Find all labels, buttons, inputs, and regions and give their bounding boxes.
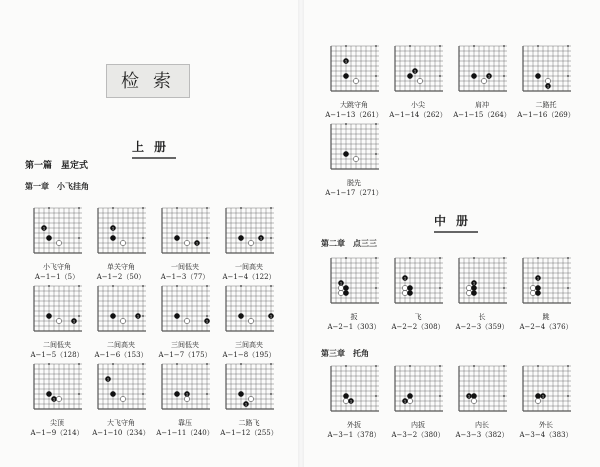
diagram-code: A−1−17（271） <box>325 189 383 197</box>
diagram-name: 小飞守角 <box>43 263 71 271</box>
diagram-name: 三间低夹 <box>171 341 199 349</box>
go-board <box>32 206 82 256</box>
diagram-item <box>90 284 152 360</box>
black-stone <box>471 285 476 290</box>
chapter-heading-2: 第二章 点三三 <box>321 238 377 248</box>
svg-text:1: 1 <box>403 276 407 281</box>
svg-text:1: 1 <box>42 226 46 231</box>
black-stone <box>535 285 540 290</box>
diagram-name: 一间高夹 <box>235 263 263 271</box>
diagram-name: 肩冲 <box>475 101 489 109</box>
black-stone <box>471 73 476 78</box>
white-stone <box>407 398 412 403</box>
diagram-item <box>218 362 280 438</box>
diagram-item <box>218 284 280 360</box>
diagram-code: A−1−7（175） <box>158 351 212 359</box>
go-board <box>160 284 210 334</box>
diagram-item <box>323 122 385 198</box>
diagram-name: 扳 <box>350 313 358 321</box>
svg-text:1: 1 <box>195 241 199 246</box>
white-stone <box>545 78 550 83</box>
diagram-name: 单关守角 <box>107 263 135 271</box>
go-board <box>32 362 82 412</box>
diagram-code: A−2−1（303） <box>327 323 381 331</box>
diagram-code: A−1−6（153） <box>94 351 148 359</box>
svg-text:1: 1 <box>349 399 353 404</box>
svg-text:1: 1 <box>546 84 550 89</box>
index-title: 检索 <box>106 64 190 98</box>
diagram-name: 长 <box>478 313 486 321</box>
go-board <box>329 256 379 306</box>
diagram-code: A−3−1（378） <box>327 431 381 439</box>
go-board <box>457 364 507 414</box>
svg-text:1: 1 <box>52 397 56 402</box>
chapter-heading-3: 第三章 托角 <box>321 348 369 358</box>
go-board <box>521 44 571 94</box>
diagram-name: 跳 <box>542 313 550 321</box>
go-board <box>393 364 443 414</box>
diagram-code: A−3−2（380） <box>391 431 445 439</box>
svg-text:1: 1 <box>205 319 209 324</box>
white-stone <box>338 285 343 290</box>
white-stone <box>402 285 407 290</box>
svg-text:1: 1 <box>536 276 540 281</box>
diagram-item <box>26 362 88 438</box>
black-stone <box>110 313 115 318</box>
diagram-code: A−1−4（122） <box>222 273 276 281</box>
black-stone <box>407 393 412 398</box>
black-stone <box>535 290 540 295</box>
diagram-code: A−1−8（195） <box>222 351 276 359</box>
svg-text:1: 1 <box>269 314 273 319</box>
diagram-name: 一间低夹 <box>171 263 199 271</box>
diagram-code: A−1−12（255） <box>220 429 278 437</box>
book-fold <box>298 0 304 467</box>
white-stone <box>120 396 125 401</box>
svg-text:1: 1 <box>136 314 140 319</box>
white-stone <box>248 396 253 401</box>
diagram-name: 二间高夹 <box>107 341 135 349</box>
diagram-item <box>451 256 513 332</box>
diagram-code: A−1−1（5） <box>34 273 80 281</box>
diagram-item <box>154 284 216 360</box>
black-stone <box>343 285 348 290</box>
go-board <box>329 122 379 172</box>
svg-text:1: 1 <box>111 226 115 231</box>
diagram-item <box>26 284 88 360</box>
go-board <box>224 362 274 412</box>
black-stone <box>407 290 412 295</box>
white-stone <box>343 398 348 403</box>
svg-text:1: 1 <box>403 399 407 404</box>
diagram-item <box>451 364 513 440</box>
white-stone <box>471 398 476 403</box>
diagram-item <box>26 206 88 282</box>
white-stone <box>120 240 125 245</box>
diagram-item <box>90 362 152 438</box>
go-board <box>393 44 443 94</box>
svg-text:1: 1 <box>72 319 76 324</box>
white-stone <box>248 318 253 323</box>
diagram-name: 小尖 <box>411 101 425 109</box>
black-stone <box>343 73 348 78</box>
go-board <box>224 206 274 256</box>
diagram-item <box>515 44 577 120</box>
white-stone <box>530 290 535 295</box>
diagram-code: A−1−13（261） <box>325 111 383 119</box>
diagram-item <box>451 44 513 120</box>
diagram-code: A−1−16（269） <box>517 111 575 119</box>
white-stone <box>535 398 540 403</box>
svg-text:1: 1 <box>413 69 417 74</box>
white-stone <box>338 290 343 295</box>
black-stone <box>238 235 243 240</box>
black-stone <box>238 391 243 396</box>
diagram-name: 大飞守角 <box>107 419 135 427</box>
diagram-name: 脱先 <box>347 179 361 187</box>
black-stone <box>174 235 179 240</box>
diagram-item <box>515 256 577 332</box>
black-stone <box>174 391 179 396</box>
diagram-name: 二间低夹 <box>43 341 71 349</box>
white-stone <box>120 318 125 323</box>
black-stone <box>535 393 540 398</box>
white-stone <box>184 240 189 245</box>
diagram-name: 外扳 <box>347 421 361 429</box>
svg-text:1: 1 <box>472 281 476 286</box>
diagram-code: A−2−2（308） <box>391 323 445 331</box>
diagram-name: 靠压 <box>178 419 192 427</box>
diagram-item <box>154 206 216 282</box>
white-stone <box>402 290 407 295</box>
diagram-code: A−3−4（383） <box>519 431 573 439</box>
black-stone <box>535 73 540 78</box>
go-board <box>32 284 82 334</box>
diagram-name: 二路飞 <box>238 419 260 427</box>
diagram-code: A−2−4（376） <box>519 323 573 331</box>
diagram-item <box>154 362 216 438</box>
black-stone <box>471 290 476 295</box>
diagram-name: 三间高夹 <box>235 341 263 349</box>
diagram-name: 二路托 <box>535 101 557 109</box>
go-board <box>160 362 210 412</box>
svg-text:1: 1 <box>487 74 491 79</box>
svg-text:1: 1 <box>259 236 263 241</box>
go-board <box>160 206 210 256</box>
go-board <box>457 44 507 94</box>
go-board <box>521 256 571 306</box>
black-stone <box>238 313 243 318</box>
diagram-code: A−1−5（128） <box>30 351 84 359</box>
black-stone <box>110 235 115 240</box>
diagram-name: 大跳守角 <box>340 101 368 109</box>
svg-text:1: 1 <box>185 392 189 397</box>
diagram-item <box>387 256 449 332</box>
diagram-code: A−1−3（77） <box>160 273 210 281</box>
black-stone <box>46 313 51 318</box>
black-stone <box>343 393 348 398</box>
diagram-code: A−1−11（240） <box>156 429 214 437</box>
go-board <box>457 256 507 306</box>
go-board <box>329 44 379 94</box>
white-stone <box>353 156 358 161</box>
go-board <box>96 206 146 256</box>
go-board <box>96 362 146 412</box>
diagram-name: 内扳 <box>411 421 425 429</box>
svg-text:1: 1 <box>344 59 348 64</box>
diagram-item <box>387 44 449 120</box>
white-stone <box>248 240 253 245</box>
diagram-item <box>323 44 385 120</box>
go-board <box>96 284 146 334</box>
white-stone <box>56 396 61 401</box>
chapter-heading-1: 第一章 小飞挂角 <box>25 181 89 191</box>
diagram-code: A−1−9（214） <box>30 429 84 437</box>
diagram-code: A−1−15（264） <box>453 111 511 119</box>
diagram-item <box>387 364 449 440</box>
go-board <box>521 364 571 414</box>
white-stone <box>184 318 189 323</box>
black-stone <box>407 73 412 78</box>
svg-text:1: 1 <box>541 394 545 399</box>
black-stone <box>407 285 412 290</box>
diagram-item <box>323 364 385 440</box>
white-stone <box>56 318 61 323</box>
go-board <box>393 256 443 306</box>
black-stone <box>110 391 115 396</box>
svg-text:1: 1 <box>244 402 248 407</box>
white-stone <box>466 285 471 290</box>
diagram-name: 外长 <box>539 421 553 429</box>
svg-text:1: 1 <box>106 377 110 382</box>
black-stone <box>174 313 179 318</box>
diagram-item <box>218 206 280 282</box>
white-stone <box>353 78 358 83</box>
black-stone <box>343 290 348 295</box>
diagram-code: A−1−10（234） <box>92 429 150 437</box>
go-board <box>224 284 274 334</box>
diagram-name: 尖顶 <box>50 419 64 427</box>
diagram-code: A−2−3（359） <box>455 323 509 331</box>
white-stone <box>466 290 471 295</box>
svg-text:1: 1 <box>339 281 343 286</box>
white-stone <box>417 78 422 83</box>
diagram-code: A−1−14（262） <box>389 111 447 119</box>
white-stone <box>530 285 535 290</box>
diagram-item <box>515 364 577 440</box>
svg-text:1: 1 <box>467 394 471 399</box>
volume-heading-upper: 上册 <box>132 138 176 159</box>
diagram-code: A−3−3（382） <box>455 431 509 439</box>
white-stone <box>56 240 61 245</box>
volume-heading-middle: 中册 <box>434 212 478 233</box>
diagram-name: 飞 <box>414 313 422 321</box>
diagram-item <box>90 206 152 282</box>
white-stone <box>481 78 486 83</box>
white-stone <box>184 396 189 401</box>
go-board <box>329 364 379 414</box>
black-stone <box>471 393 476 398</box>
black-stone <box>46 391 51 396</box>
black-stone <box>343 151 348 156</box>
black-stone <box>46 235 51 240</box>
part-heading: 第一篇 星定式 <box>25 161 89 171</box>
diagram-name: 内长 <box>475 421 489 429</box>
diagram-item <box>323 256 385 332</box>
diagram-code: A−1−2（50） <box>96 273 146 281</box>
